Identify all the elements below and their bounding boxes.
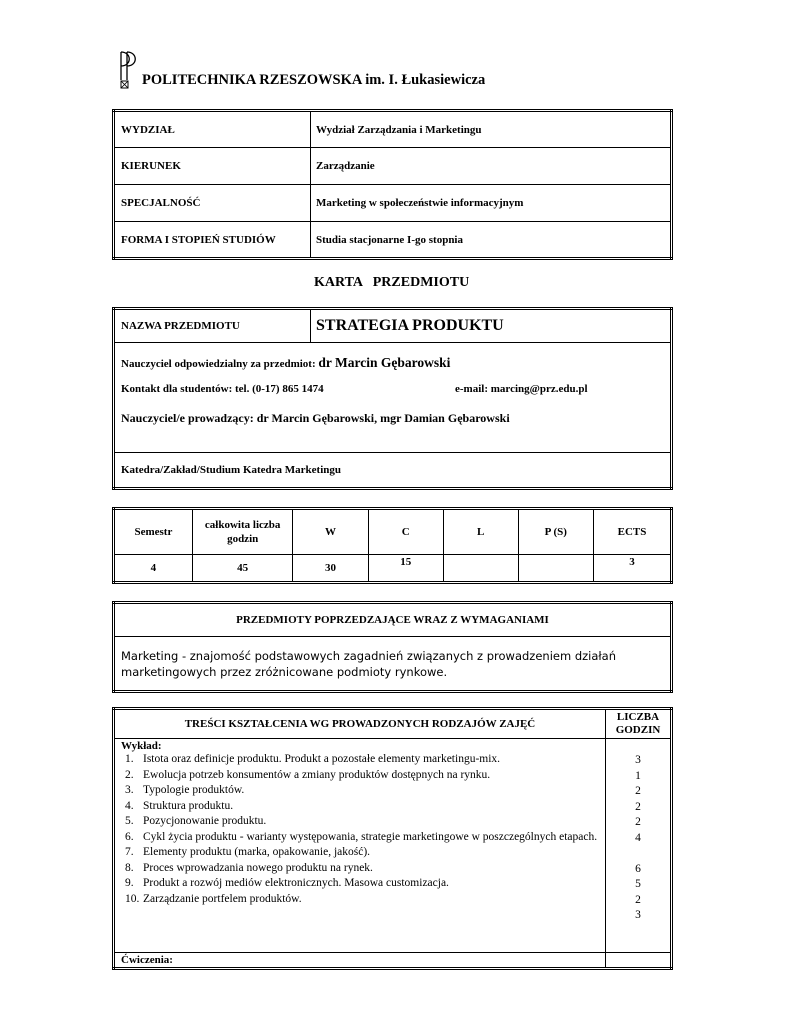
lecture-item-number: 6. (125, 830, 134, 843)
lecture-item (121, 799, 599, 815)
lecture-item-text: Pozycjonowanie produktu. (143, 815, 267, 827)
lecture-item-hours: 2 (635, 893, 641, 906)
info-value: Zarządzanie (311, 148, 672, 185)
exercises-label: Ćwiczenia: (114, 953, 606, 969)
lecture-item (121, 876, 599, 892)
lecture-item-text: Produkt a rozwój mediów elektronicznych. Masowa customizacja. (143, 877, 449, 889)
exercises-hours (606, 953, 672, 969)
lecture-item-text: Typologie produktów. (143, 784, 245, 796)
lecture-item (121, 892, 599, 908)
hours-value: 15 (368, 555, 443, 583)
lecture-label: Wykład: (121, 740, 162, 752)
hours-value: 4 (114, 555, 193, 583)
contact-phone: Kontakt dla studentów: tel. (0-17) 865 1474 (121, 383, 324, 395)
lecture-item-text: Elementy produktu (marka, opakowanie, jakość). (143, 846, 371, 858)
lecture-item (121, 814, 599, 830)
university-logo-icon (118, 50, 140, 90)
lecture-item-number: 9. (125, 877, 134, 889)
lecture-item-hours: 3 (635, 909, 641, 921)
lecture-item (121, 861, 599, 877)
lecture-item (121, 768, 599, 784)
info-label: WYDZIAŁ (114, 111, 311, 148)
info-value: Studia stacjonarne I-go stopnia (311, 222, 672, 259)
course-content-table (112, 707, 673, 970)
content-hours-header: LICZBA GODZIN (606, 709, 672, 739)
teachers: Nauczyciel/e prowadzący: dr Marcin Gębarowski, mgr Damian Gębarowski (121, 411, 510, 425)
info-label: FORMA I STOPIEŃ STUDIÓW (114, 222, 311, 259)
lecture-item-text: Ewolucja potrzeb konsumentów a zmiany produktów dostępnych na rynku. (143, 768, 491, 781)
hours-header: całkowita liczba godzin (192, 509, 293, 555)
lecture-hours-cell (606, 739, 672, 953)
hours-value (518, 555, 593, 583)
subject-details (114, 343, 672, 453)
prerequisites-table (112, 601, 673, 693)
lecture-item-text: Proces wprowadzania nowego produktu na rynek. (143, 861, 373, 874)
lecture-item-hours: 1 (635, 769, 641, 782)
subject-name-label: NAZWA PRZEDMIOTU (114, 309, 311, 343)
responsible-label: Nauczyciel odpowiedzialny za przedmiot: (121, 358, 316, 370)
university-name: POLITECHNIKA RZESZOWSKA im. I. Łukasiewicza (142, 72, 486, 88)
contact-email: e-mail: marcing@prz.edu.pl (455, 383, 588, 395)
lecture-item-number: 8. (125, 861, 134, 874)
info-label: KIERUNEK (114, 148, 311, 185)
info-value: Wydział Zarządzania i Marketingu (311, 111, 672, 148)
lecture-item (121, 845, 599, 861)
lecture-item-hours: 5 (635, 878, 641, 890)
lecture-item-number: 10. (125, 892, 140, 905)
lecture-item-hours: 4 (635, 831, 641, 844)
lecture-list-cell (114, 739, 606, 953)
lecture-item-number: 7. (125, 846, 134, 858)
card-title: KARTA PRZEDMIOTU (314, 275, 470, 290)
lecture-item (121, 783, 599, 799)
info-row (114, 148, 672, 185)
lecture-item (121, 830, 599, 846)
hours-table (112, 507, 673, 584)
lecture-item-hours: 2 (635, 785, 641, 797)
subject-name-value: STRATEGIA PRODUKTU (311, 309, 672, 343)
lecture-item-text: Struktura produktu. (143, 799, 234, 812)
hours-value (443, 555, 518, 583)
responsible-value: dr Marcin Gębarowski (318, 355, 451, 370)
lecture-item-number: 5. (125, 815, 134, 827)
lecture-item-hours: 2 (635, 800, 641, 813)
info-row (114, 111, 672, 148)
lecture-item-number: 1. (125, 753, 134, 765)
hours-value: 3 (594, 555, 672, 583)
hours-header: Semestr (114, 509, 193, 555)
info-label: SPECJALNOŚĆ (114, 185, 311, 222)
prerequisites-title: PRZEDMIOTY POPRZEDZAJĄCE WRAZ Z WYMAGANIAMI (114, 603, 672, 637)
lecture-item-text: Cykl życia produktu - warianty występowania, strategie marketingowe w poszczególnych etapach. (143, 830, 598, 843)
hours-value: 45 (192, 555, 293, 583)
hours-header: W (293, 509, 368, 555)
info-value: Marketing w społeczeństwie informacyjnym (311, 185, 672, 222)
lecture-item-hours: 6 (635, 862, 641, 875)
hours-header: L (443, 509, 518, 555)
hours-header: ECTS (594, 509, 672, 555)
lecture-item-number: 4. (125, 799, 134, 812)
info-row (114, 222, 672, 259)
hours-header: C (368, 509, 443, 555)
content-title: TREŚCI KSZTAŁCENIA WG PROWADZONYCH RODZAJÓW ZAJĘĆ (114, 709, 606, 739)
lecture-item (121, 752, 599, 768)
lecture-item-text: Zarządzanie portfelem produktów. (143, 892, 302, 905)
hours-header: P (S) (518, 509, 593, 555)
lecture-item-hours: 2 (635, 816, 641, 828)
subject-table (112, 307, 673, 490)
department: Katedra/Zakład/Studium Katedra Marketingu (114, 453, 672, 489)
info-row (114, 185, 672, 222)
lecture-item-number: 2. (125, 768, 134, 781)
lecture-item-hours: 3 (635, 754, 641, 766)
prerequisites-text: Marketing - znajomość podstawowych zagadnień związanych z prowadzeniem działań marketingowych przez zróżnicowane podmioty rynkowe. (114, 637, 672, 692)
lecture-item-text: Istota oraz definicje produktu. Produkt a pozostałe elementy marketingu-mix. (143, 753, 501, 765)
hours-value: 30 (293, 555, 368, 583)
faculty-info-table (112, 109, 673, 260)
lecture-item-number: 3. (125, 784, 134, 796)
